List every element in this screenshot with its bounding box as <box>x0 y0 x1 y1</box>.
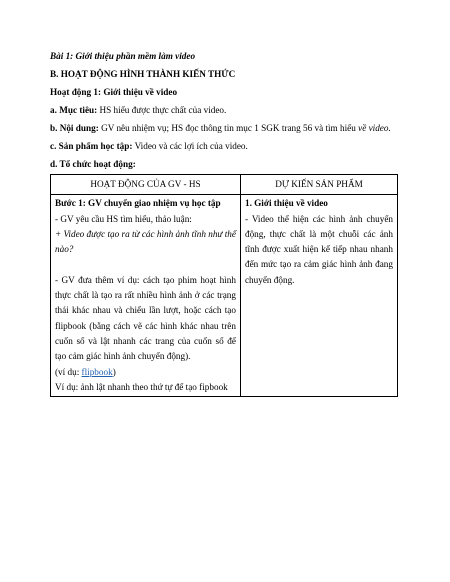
product-label: c. Sản phẩm học tập: <box>50 141 133 151</box>
spacer <box>55 257 236 272</box>
activity-table <box>50 174 398 397</box>
activity-heading: Hoạt động 1: Giới thiệu về video <box>50 87 178 97</box>
lesson-title: Bài 1: Giới thiệu phần mềm làm video <box>50 51 196 61</box>
content-line <box>50 122 398 135</box>
teacher-student-cell <box>51 195 241 397</box>
table-header-row <box>51 175 398 195</box>
content-italic: về video. <box>358 123 391 133</box>
product-line <box>50 140 398 153</box>
product-description: - Video thể hiện các hình ảnh chuyển động, thực chất là một chuỗi các ảnh tĩnh được xuất hiện kế tiếp nhau nhanh đến mức tạo ra cảm giác hình ảnh đang chuyển động. <box>244 213 393 285</box>
step-title: Bước 1: GV chuyển giao nhiệm vụ học tập <box>55 198 221 209</box>
organization-label: d. Tổ chức hoạt động: <box>50 159 136 169</box>
goal-text: HS hiểu được thực chất của video. <box>97 105 227 115</box>
example-last-line: Ví dụ: ảnh lật nhanh theo thứ tự để tạo fipbook <box>55 381 228 392</box>
section-heading: B. HOẠT ĐỘNG HÌNH THÀNH KIẾN THỨC <box>50 69 236 79</box>
example-prefix: (ví dụ: <box>55 366 82 377</box>
table-row <box>51 195 398 397</box>
organization-line <box>50 158 398 171</box>
example-paragraph: - GV đưa thêm ví dụ: cách tạo phim hoạt hình thực chất là tạo ra rất nhiều hình ảnh ở các trạng thái khác nhau và chiếu lần lượt, hoặc cách tạo flipbook (bằng cách vẽ các hình khác nhau trên cuốn sổ và lật nhanh các trang của cuốn sổ để tạo cảm giác hình ảnh chuyển động). <box>55 274 236 362</box>
example-ref <box>55 365 236 380</box>
goal-label: a. Mục tiêu: <box>50 105 98 115</box>
header-teacher-student: HOẠT ĐỘNG CỦA GV - HS <box>51 175 241 195</box>
document-page <box>50 50 398 397</box>
header-expected-product: DỰ KIẾN SẢN PHẨM <box>240 175 397 195</box>
product-title: 1. Giới thiệu về video <box>244 198 328 209</box>
flipbook-link[interactable]: flipbook <box>81 366 113 377</box>
content-label: b. Nội dung: <box>50 123 99 133</box>
task-line: - GV yêu cầu HS tìm hiểu, thảo luận: <box>55 213 192 224</box>
product-text: Video và các lợi ích của video. <box>132 141 248 151</box>
content-text: GV nêu nhiệm vụ; HS đọc thông tin mục 1 SGK trang 56 và tìm hiểu <box>98 123 359 133</box>
discussion-question: + Video được tạo ra từ các hình ảnh tĩnh như thế nào? <box>55 228 236 255</box>
goal-line <box>50 104 398 117</box>
example-suffix: ) <box>112 366 116 377</box>
expected-product-cell <box>240 195 397 397</box>
